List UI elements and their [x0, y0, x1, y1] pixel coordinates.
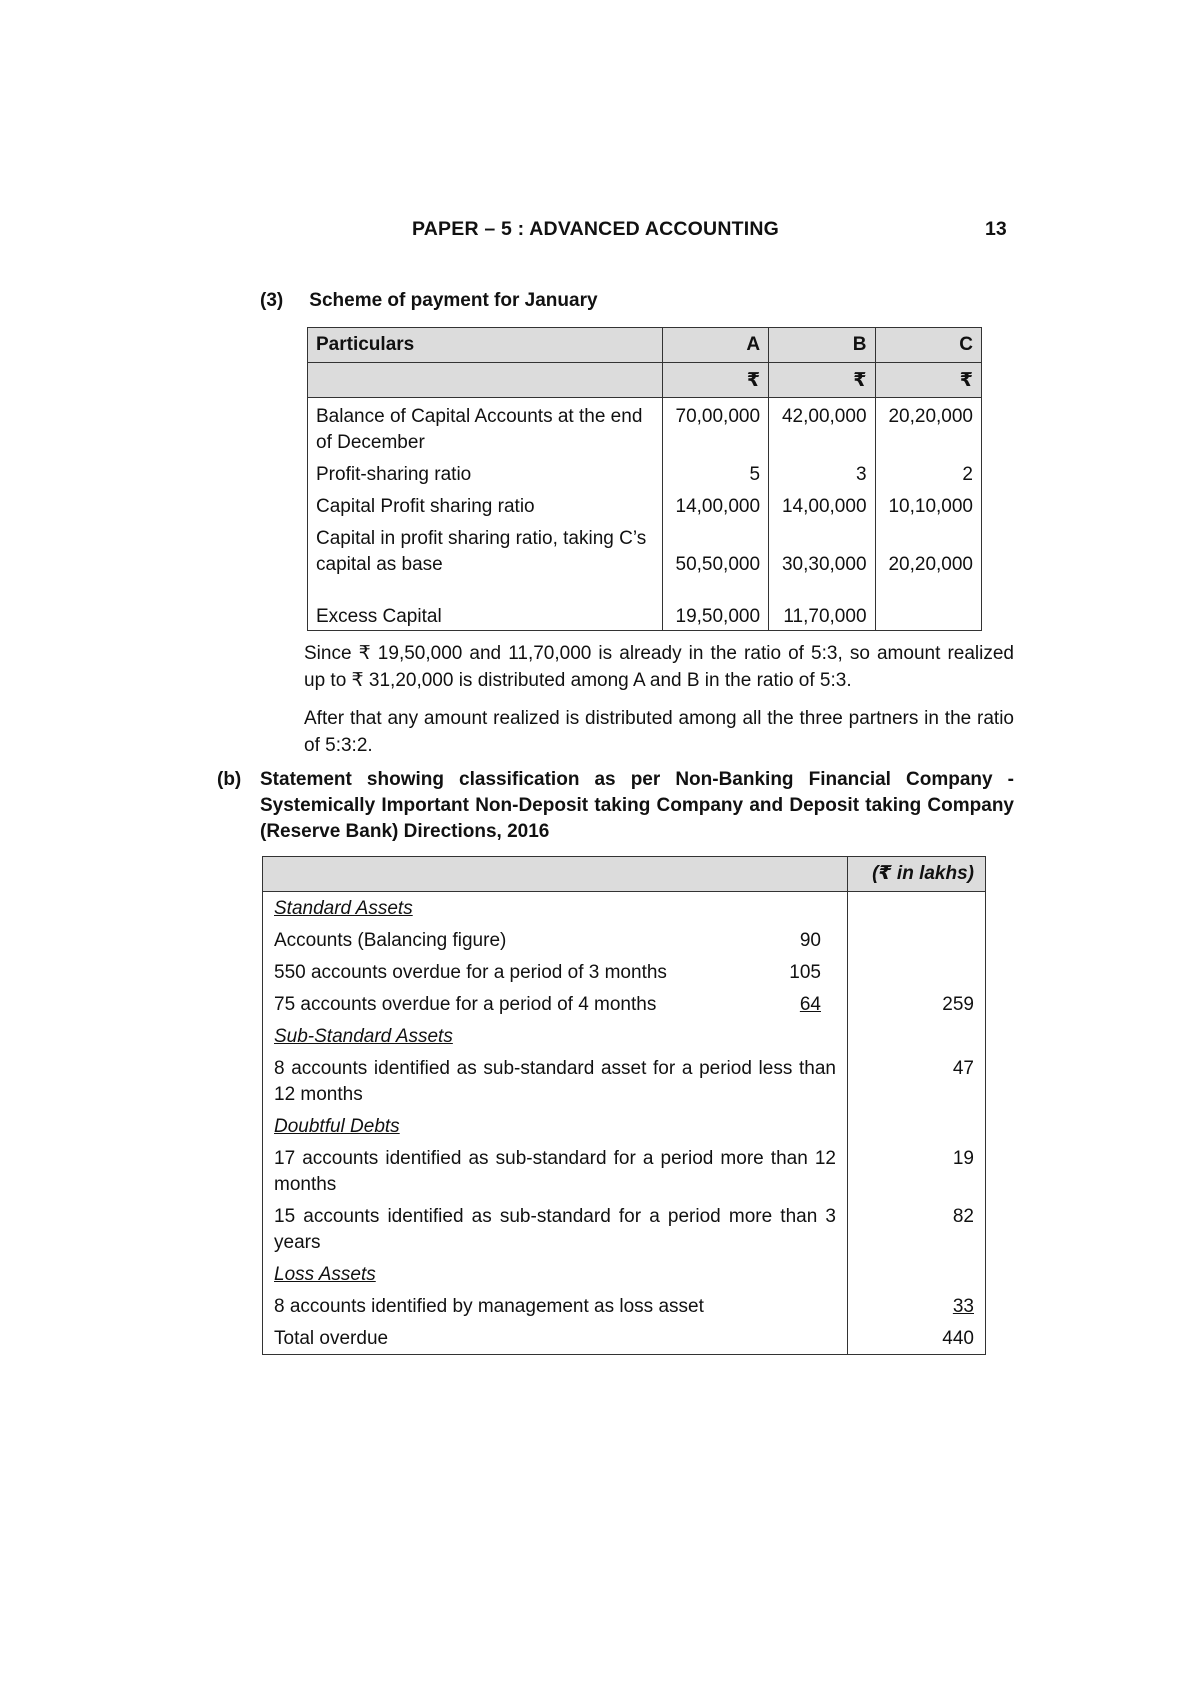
row-b: 3 — [769, 456, 875, 488]
table-row — [263, 1110, 986, 1142]
header-a: A — [662, 328, 768, 363]
item-label: Accounts (Balancing figure) — [274, 930, 507, 951]
row-label: Balance of Capital Accounts at the end of December — [316, 406, 643, 453]
table-row — [263, 956, 986, 988]
row-c: 20,20,000 — [875, 398, 981, 457]
item-label: 550 accounts overdue for a period of 3 months — [274, 962, 667, 983]
section-3-heading — [260, 290, 598, 312]
paragraph-ratio-note: Since ₹ 19,50,000 and 11,70,000 is already in the ratio of 5:3, so amount realized up to ₹ 31,20,000 is distributed among A and B in the ratio of 5:3. — [304, 643, 1014, 691]
table-row — [263, 1052, 986, 1110]
row-b: 30,30,000 — [769, 520, 875, 578]
section-b-heading — [217, 767, 1014, 845]
item-label: 8 accounts identified as sub-standard asset for a period less than 12 months — [274, 1058, 836, 1105]
doubtful-debts-heading: Doubtful Debts — [274, 1116, 400, 1137]
grand-total-value: 440 — [848, 1322, 986, 1355]
row-label: Capital Profit sharing ratio — [316, 496, 535, 517]
unit-blank — [308, 363, 663, 398]
item-amount: 105 — [789, 962, 821, 983]
row-c — [875, 578, 981, 631]
unit-header: (₹ in lakhs) — [848, 857, 986, 892]
row-a: 50,50,000 — [662, 520, 768, 578]
row-b: 42,00,000 — [769, 398, 875, 457]
table-unit-row — [308, 363, 982, 398]
item-total: 82 — [848, 1200, 986, 1258]
row-label: Excess Capital — [316, 606, 442, 627]
row-a: 70,00,000 — [662, 398, 768, 457]
table-row — [263, 1200, 986, 1258]
grand-total-label: Total overdue — [274, 1328, 389, 1349]
unit-c: ₹ — [875, 363, 981, 398]
table-row — [308, 488, 982, 520]
item-total: 19 — [848, 1142, 986, 1200]
row-b: 14,00,000 — [769, 488, 875, 520]
table-row — [308, 520, 982, 578]
table-row — [263, 1142, 986, 1200]
standard-assets-heading: Standard Assets — [274, 898, 413, 919]
loss-assets-heading: Loss Assets — [274, 1264, 376, 1285]
row-b: 11,70,000 — [769, 578, 875, 631]
row-label: Capital in profit sharing ratio, taking C’s capital as base — [316, 528, 647, 575]
item-amount: 64 — [799, 994, 821, 1015]
row-a: 14,00,000 — [662, 488, 768, 520]
item-amount: 90 — [799, 930, 821, 951]
table-row — [263, 988, 986, 1020]
section-3-number: (3) — [260, 290, 284, 311]
item-label: 8 accounts identified by management as loss asset — [274, 1296, 704, 1317]
page-number: 13 — [985, 218, 1007, 240]
paragraph-distribution-note: After that any amount realized is distributed among all the three partners in the ratio of 5:3:2. — [304, 708, 1014, 756]
table-row — [263, 1322, 986, 1355]
table-header-row — [308, 328, 982, 363]
unit-b: ₹ — [769, 363, 875, 398]
item-total: 33 — [952, 1296, 974, 1317]
header-b: B — [769, 328, 875, 363]
table-row — [263, 1020, 986, 1052]
header-blank — [263, 857, 848, 892]
row-c: 20,20,000 — [875, 520, 981, 578]
row-a: 5 — [662, 456, 768, 488]
table-header-row — [263, 857, 986, 892]
row-a: 19,50,000 — [662, 578, 768, 631]
table-row — [308, 578, 982, 631]
table-row — [308, 456, 982, 488]
classification-table — [262, 856, 986, 1355]
table-row — [263, 924, 986, 956]
page-header-title: PAPER – 5 : ADVANCED ACCOUNTING — [412, 218, 779, 240]
table-row — [263, 1290, 986, 1322]
payment-scheme-table — [307, 327, 982, 631]
header-c: C — [875, 328, 981, 363]
table-row — [308, 398, 982, 457]
standard-total: 259 — [848, 988, 986, 1020]
substandard-assets-heading: Sub-Standard Assets — [274, 1026, 453, 1047]
table-row — [263, 1258, 986, 1290]
unit-a: ₹ — [662, 363, 768, 398]
table-row — [263, 892, 986, 925]
item-label: 15 accounts identified as sub-standard for a period more than 3 years — [274, 1206, 836, 1253]
row-label: Profit-sharing ratio — [316, 464, 472, 485]
section-b-title: Statement showing classification as per Non-Banking Financial Company - Systemically Important Non-Deposit taking Company and Deposit taking Company (Reserve Bank) Directions, 2016 — [260, 769, 1014, 842]
item-label: 75 accounts overdue for a period of 4 months — [274, 994, 657, 1015]
section-3-title: Scheme of payment for January — [309, 290, 598, 311]
item-label: 17 accounts identified as sub-standard for a period more than 12 months — [274, 1148, 836, 1195]
item-total: 47 — [848, 1052, 986, 1110]
section-b-number: (b) — [217, 769, 242, 790]
row-c: 10,10,000 — [875, 488, 981, 520]
row-c: 2 — [875, 456, 981, 488]
header-particulars: Particulars — [308, 328, 663, 363]
